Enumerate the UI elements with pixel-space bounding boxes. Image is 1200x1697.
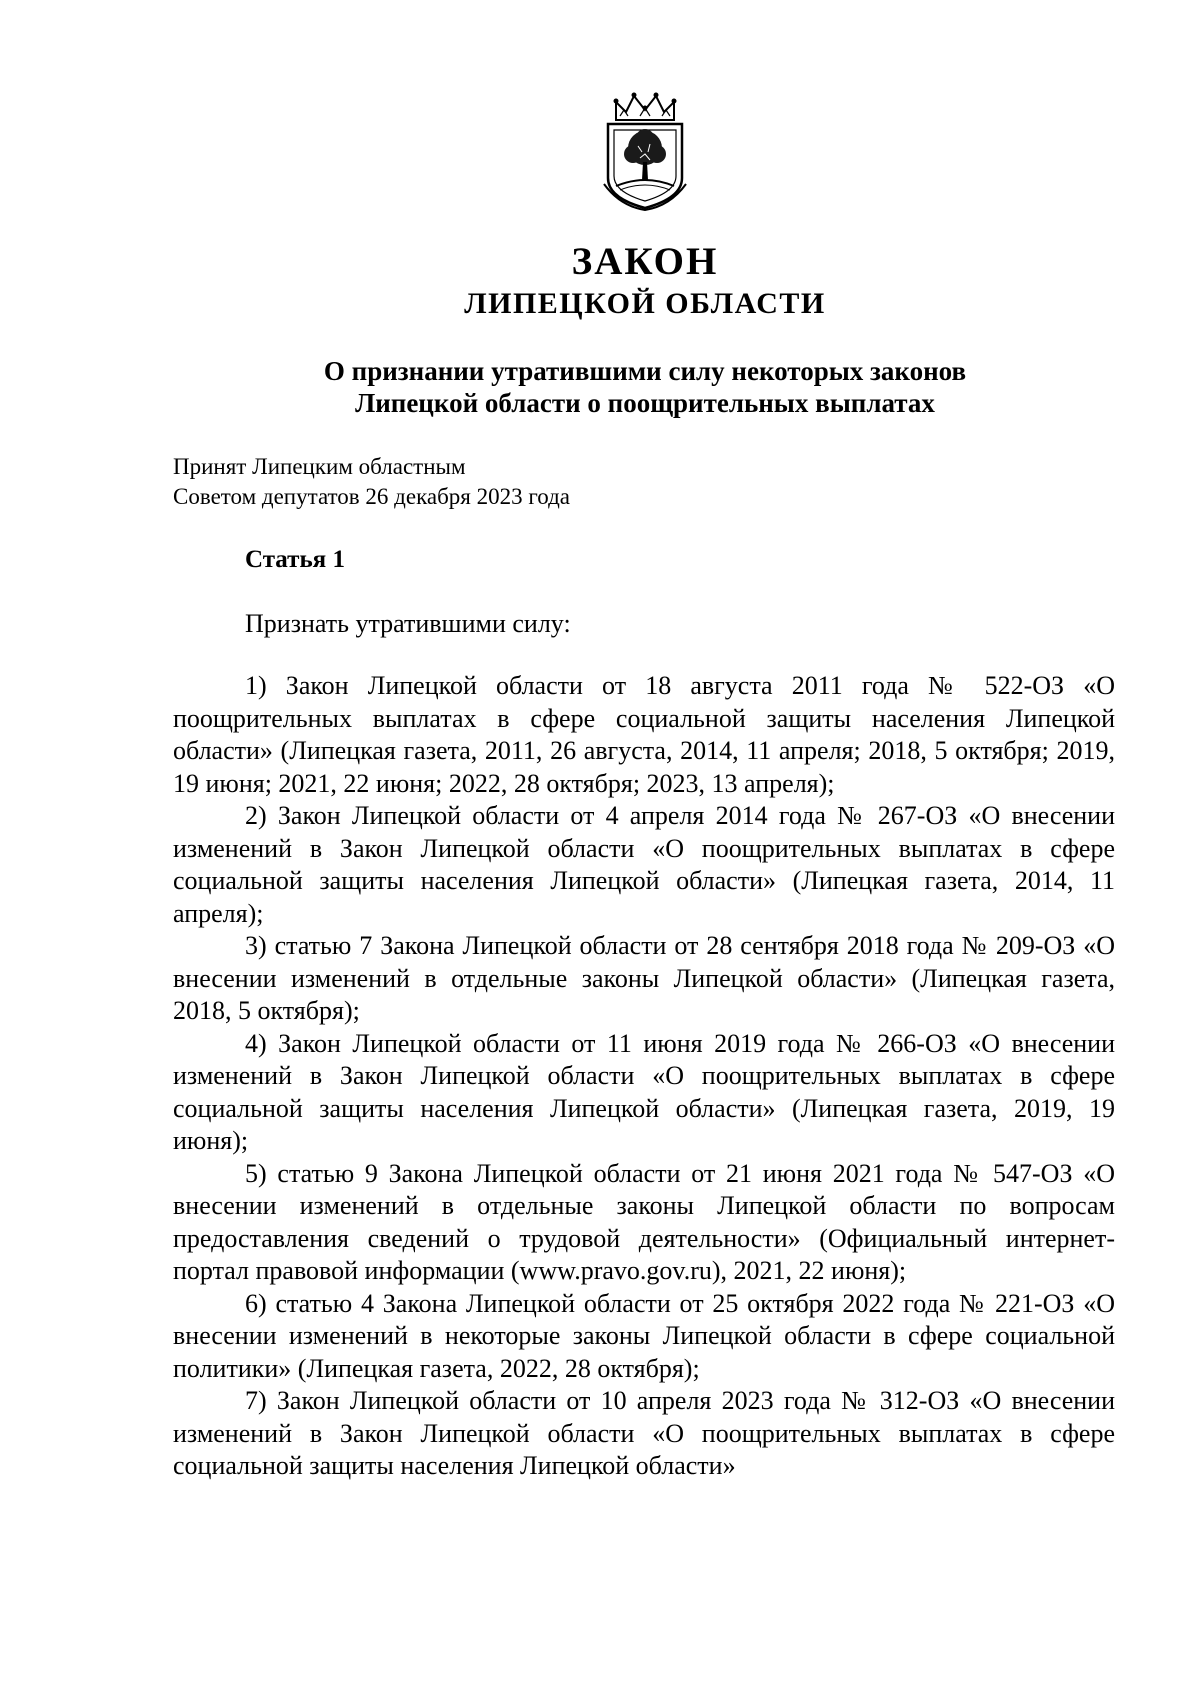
- list-item: 3) статью 7 Закона Липецкой области от 28 сентября 2018 года № 209-ОЗ «О внесении изменений в отдельные законы Липецкой области» (Липецкая газета, 2018, 5 октября);: [173, 931, 1115, 1025]
- document-subtitle: ЛИПЕЦКОЙ ОБЛАСТИ: [464, 287, 826, 320]
- adoption-note: [173, 452, 570, 512]
- document-title: ЗАКОН: [571, 240, 719, 283]
- list-item: 6) статью 4 Закона Липецкой области от 25 октября 2022 года № 221-ОЗ «О внесении изменений в некоторые законы Липецкой области в сфере социальной политики» (Липецкая газета, 2022, 28 октября);: [173, 1288, 1115, 1383]
- list-item: 5) статью 9 Закона Липецкой области от 21 июня 2021 года № 547-ОЗ «О внесении изменений в отдельные законы Липецкой области по вопросам предоставления сведений о трудовой деятельности» (Официальный интернет-портал правовой информации (www.pravo.gov.ru), 2021, 22 июня);: [173, 1158, 1115, 1285]
- adoption-note-line-2: Советом депутатов 26 декабря 2023 года: [173, 484, 570, 509]
- list-item: 7) Закон Липецкой области от 10 апреля 2023 года № 312-ОЗ «О внесении изменений в Закон Липецкой области «О поощрительных выплатах в сфере социальной защиты населения Липецкой области»: [173, 1386, 1115, 1480]
- article-items: [173, 670, 1115, 1483]
- article-heading: Статья 1: [245, 546, 345, 573]
- list-item: 1) Закон Липецкой области от 18 августа 2011 года № 522-ОЗ «О поощрительных выплатах в сфере социальной защиты населения Липецкой области» (Липецкая газета, 2011, 26 августа, 2014, 11 апреля; 2018, 5 октября; 2019, 19 июня; 2021, 22 июня; 2022, 28 октября; 2023, 13 апреля);: [173, 671, 1115, 798]
- law-name-line-2: Липецкой области о поощрительных выплатах: [355, 388, 935, 418]
- list-item: 2) Закон Липецкой области от 4 апреля 2014 года № 267-ОЗ «О внесении изменений в Закон Липецкой области «О поощрительных выплатах в сфере социальной защиты населения Липецкой области» (Липецкая газета, 2014, 11 апреля);: [173, 801, 1115, 928]
- law-name-line-1: О признании утратившими силу некоторых законов: [323, 356, 967, 386]
- law-name: [0, 355, 1200, 419]
- coat-of-arms-icon: [600, 90, 690, 212]
- article-intro: Признать утратившими силу:: [245, 609, 571, 638]
- list-item: 4) Закон Липецкой области от 11 июня 2019 года № 266-ОЗ «О внесении изменений в Закон Липецкой области «О поощрительных выплатах в сфере социальной защиты населения Липецкой области» (Липецкая газета, 2019, 19 июня);: [173, 1028, 1115, 1155]
- adoption-note-line-1: Принят Липецким областным: [173, 454, 466, 479]
